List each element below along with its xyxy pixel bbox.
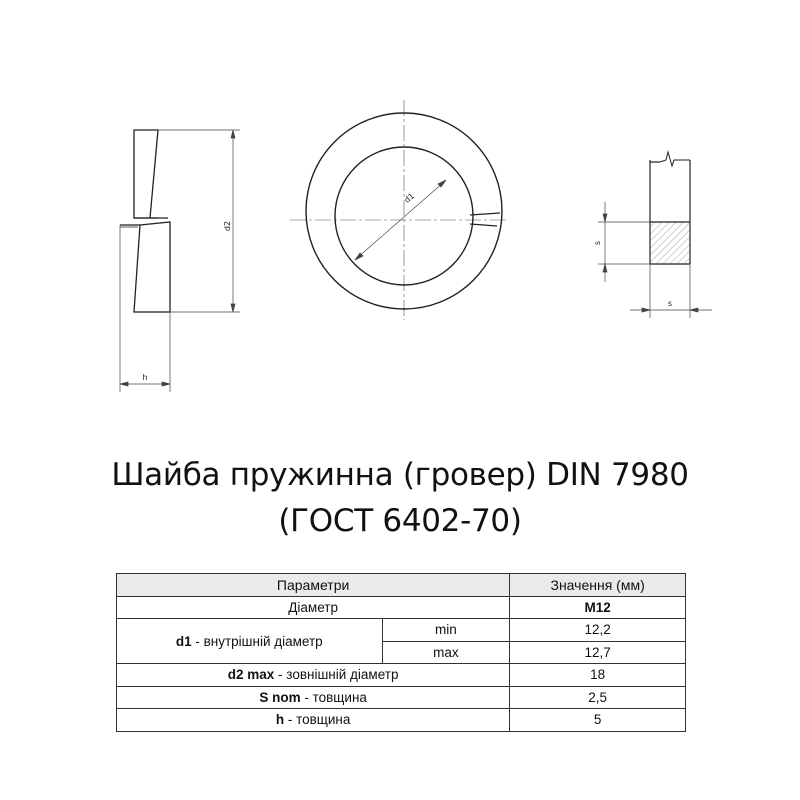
d2-label: d2 [223,220,232,232]
side-view [120,130,240,392]
split-gap [470,213,500,226]
d2-value: 18 [510,664,686,687]
parameters-table [116,573,686,732]
d1-label-text: - внутрішній діаметр [191,633,323,649]
d2-label-cell [117,664,510,687]
diameter-label: Діаметр [117,596,510,619]
section-view [598,152,712,318]
title-line-2: (ГОСТ 6402-70) [278,503,522,539]
s-horizontal-dimension [630,308,712,312]
d2-label-text: - зовнішній діаметр [274,667,399,683]
table-header-row [117,574,686,597]
section-hatch [651,223,690,264]
d1-max-value: 12,7 [510,641,686,664]
top-view [290,100,508,320]
d1-label [117,619,383,664]
h-value: 5 [510,709,686,732]
s-value: 2,5 [510,686,686,709]
h-label-bold: h [275,712,285,728]
table-row-h [117,709,686,732]
s-label-bold: S nom [259,689,301,705]
title-line-1: Шайба пружинна (гровер) DIN 7980 [111,457,689,493]
h-label: h [142,373,148,382]
h-dimension [120,382,170,386]
table-row-d1-min [117,619,686,642]
s-vertical-label: s [593,240,602,246]
header-values: Значення (мм) [510,574,686,597]
h-label-text: - товщина [284,712,351,728]
s-label-cell [117,686,510,709]
s-horizontal-label: s [667,299,673,308]
d1-label: d1 [402,191,417,205]
washer-side-lower [134,222,170,312]
table-row-d2 [117,664,686,687]
washer-side-upper [134,130,158,218]
d1-max-label: max [382,641,510,664]
d1-min-value: 12,2 [510,619,686,642]
table-row-diameter [117,596,686,619]
diameter-value [510,596,686,619]
s-vertical-dimension [603,202,607,282]
table-row-s [117,686,686,709]
diameter-value-text: M12 [584,599,611,615]
d1-min-label: min [382,619,510,642]
h-label-cell [117,709,510,732]
s-label-text: - товщина [300,689,367,705]
d2-label-bold: d2 max [227,667,275,683]
d1-label-bold: d1 [175,633,192,649]
page-title [0,452,800,544]
header-parameters: Параметри [117,574,510,597]
